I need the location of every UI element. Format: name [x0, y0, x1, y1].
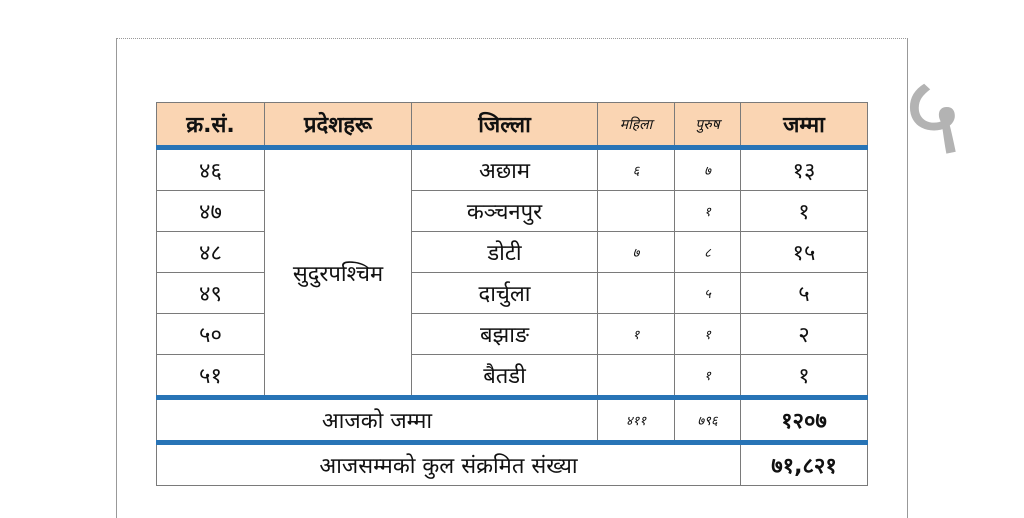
- table-row: [157, 191, 868, 232]
- row-female: [598, 355, 675, 398]
- row-sn: ५०: [157, 314, 265, 355]
- row-male: १: [675, 355, 741, 398]
- today-male-total: ७९६: [675, 398, 741, 443]
- row-female: [598, 273, 675, 314]
- row-male: ८: [675, 232, 741, 273]
- row-female: ७: [598, 232, 675, 273]
- row-male: ५: [675, 273, 741, 314]
- today-total-row: [157, 398, 868, 443]
- header-sn: क्र.सं.: [157, 103, 265, 148]
- row-sn: ५१: [157, 355, 265, 398]
- table-row: [157, 273, 868, 314]
- row-female: ६: [598, 148, 675, 191]
- row-sn: ४६: [157, 148, 265, 191]
- row-district: बैतडी: [412, 355, 598, 398]
- row-male: ७: [675, 148, 741, 191]
- row-total: १३: [741, 148, 868, 191]
- row-sn: ४९: [157, 273, 265, 314]
- header-female: महिला: [598, 103, 675, 148]
- covid-district-table: [156, 102, 868, 486]
- header-male: पुरुष: [675, 103, 741, 148]
- row-district: कञ्चनपुर: [412, 191, 598, 232]
- today-female-total: ४११: [598, 398, 675, 443]
- today-grand-total: १२०७: [741, 398, 868, 443]
- row-total: १५: [741, 232, 868, 273]
- row-male: १: [675, 191, 741, 232]
- row-total: ५: [741, 273, 868, 314]
- table-row: [157, 148, 868, 191]
- cumulative-label: आजसम्मको कुल संक्रमित संख्या: [157, 443, 741, 486]
- row-district: दार्चुला: [412, 273, 598, 314]
- province-cell: सुदुरपश्चिम: [265, 148, 412, 398]
- row-district: डोटी: [412, 232, 598, 273]
- cumulative-total: ७१,८२१: [741, 443, 868, 486]
- header-total: जम्मा: [741, 103, 868, 148]
- row-sn: ४७: [157, 191, 265, 232]
- row-total: १: [741, 355, 868, 398]
- row-female: [598, 191, 675, 232]
- table-row: [157, 355, 868, 398]
- row-district: अछाम: [412, 148, 598, 191]
- row-male: १: [675, 314, 741, 355]
- cumulative-row: [157, 443, 868, 486]
- header-district: जिल्ला: [412, 103, 598, 148]
- row-total: १: [741, 191, 868, 232]
- page-number-mark: ५: [904, 51, 962, 179]
- today-total-label: आजको जम्मा: [157, 398, 598, 443]
- row-district: बझाङ: [412, 314, 598, 355]
- row-sn: ४८: [157, 232, 265, 273]
- header-province: प्रदेशहरू: [265, 103, 412, 148]
- row-female: १: [598, 314, 675, 355]
- header-row: [157, 103, 868, 148]
- row-total: २: [741, 314, 868, 355]
- table-row: [157, 232, 868, 273]
- table-row: [157, 314, 868, 355]
